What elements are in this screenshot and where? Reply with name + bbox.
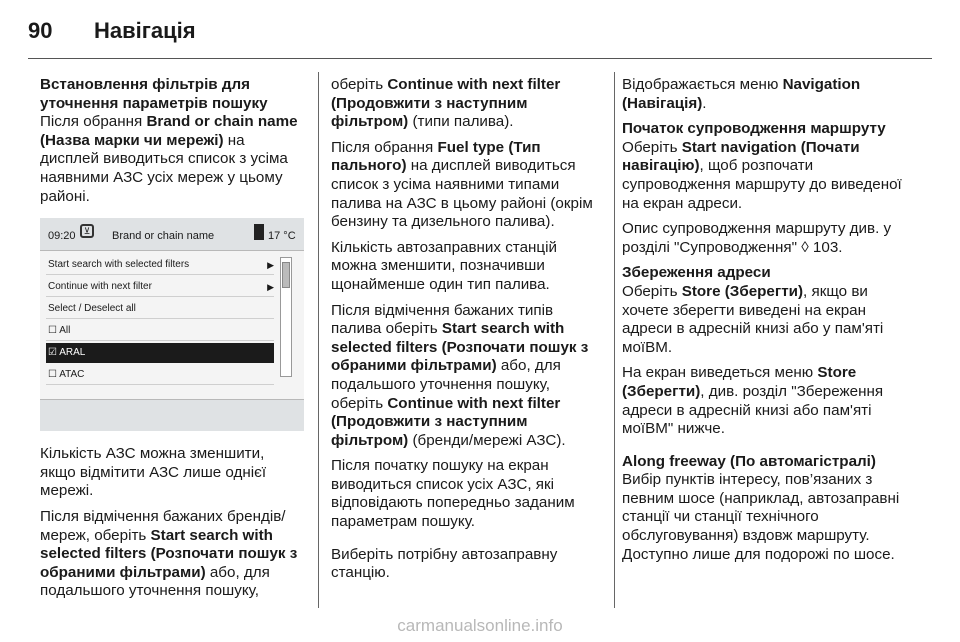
chevron-right-icon: ▶ xyxy=(267,282,274,293)
paragraph: Після відмічення бажаних типів палива оберіть Start search with selected filters (Розпочати пошук з обраними фільтрами) або, для подальшого уточнення пошуку, оберіть Continue with next filter (Продовжити з наступним фільтром) (бренди/мережі АЗС). xyxy=(331,301,589,449)
menu-term: Brand or chain name (Назва марки чи мережі) xyxy=(40,113,298,149)
screenshot-status-bar xyxy=(40,218,304,250)
filter-icon: ⊻ xyxy=(80,224,94,238)
column-2 xyxy=(331,76,603,590)
column-divider xyxy=(318,72,319,608)
menu-term: Store (Зберегти) xyxy=(622,364,857,400)
paragraph: Після обрання Fuel type (Тип пального) на дисплей виводиться список з усіма наявними типами палива на АЗС в цьому районі (окрім бензину та дизельного палива). xyxy=(331,138,593,231)
list-item: ☐ All xyxy=(46,321,274,341)
menu-term: Start search with selected filters (Розпочати пошук з обраними фільтрами) xyxy=(331,320,589,375)
header-divider xyxy=(28,58,932,59)
paragraph: Оберіть Start navigation (Почати навігацію), щоб розпочати супроводження маршруту до виведеної на екран адреси. xyxy=(622,138,902,212)
paragraph: Виберіть потрібну автозаправну станцію. xyxy=(331,545,558,582)
screenshot-list xyxy=(40,250,304,400)
screenshot-temp: 17 °C xyxy=(268,230,296,243)
section-heading-start-navigation: Початок супроводження маршруту xyxy=(622,120,886,138)
paragraph: Оберіть Store (Зберегти), якщо ви хочете зберегти виведені на екран адреси в адресній книзі або у пам'яті моїВМ. xyxy=(622,282,884,356)
menu-term: Start navigation (Почати навігацію) xyxy=(622,138,860,175)
paragraph: Відображається меню Navigation (Навігація). xyxy=(622,76,861,112)
column-divider xyxy=(614,72,615,608)
section-heading-filters: Встановлення фільтрів для уточнення параметрів пошуку xyxy=(40,76,268,112)
column-3 xyxy=(622,76,912,571)
screenshot-brand-list xyxy=(40,218,304,431)
paragraph: На екран виведеться меню Store (Зберегти), див. розділ "Збереження адреси в адресній книзі або пам'яті моїВМ" нижче. xyxy=(622,364,884,438)
page-number: 90 xyxy=(28,18,53,43)
screenshot-scrollbar xyxy=(280,257,292,377)
paragraph: Опис супроводження маршруту див. у розділі "Супроводження" ◊ 103. xyxy=(622,220,892,256)
paragraph: Вибір пунктів інтересу, пов’язаних з певним шосе (наприклад, автозаправні станції чи станції технічного обслуговування) вздовж маршруту. Доступно лише для подорожі по шосе. xyxy=(622,471,900,563)
list-item: Continue with next filter ▶ xyxy=(46,277,274,297)
list-item-selected: ☑ ARAL xyxy=(46,343,274,363)
section-heading-along-freeway: Along freeway (По автомагістралі) xyxy=(622,452,876,470)
paragraph: Після обрання Brand or chain name (Назва марки чи мережі) на дисплей виводиться список з усіма наявними АЗС усіх мереж у цьому районі. xyxy=(40,113,298,205)
chevron-right-icon: ▶ xyxy=(267,260,274,271)
section-heading-store-address: Збереження адреси xyxy=(622,264,771,282)
paragraph: Після початку пошуку на екран виводиться список усіх АЗС, які відповідають попередньо заданим параметрам пошуку. xyxy=(331,457,575,531)
screenshot-title: Brand or chain name xyxy=(112,230,215,243)
screenshot-time: 09:20 xyxy=(48,230,76,243)
paragraph: оберіть Continue with next filter (Продовжити з наступним фільтром) (типи палива). xyxy=(331,76,561,131)
scrollbar-thumb xyxy=(282,262,290,288)
column-1 xyxy=(40,76,304,608)
list-item: ☐ ATAC xyxy=(46,365,274,385)
menu-term: Fuel type (Тип пального) xyxy=(331,138,541,175)
paragraph: Кількість автозаправних станцій можна зменшити, позначивши щонайменше один тип палива. xyxy=(331,238,557,293)
menu-term: Continue with next filter (Продовжити з наступним фільтром) xyxy=(331,394,561,449)
list-item: Select / Deselect all xyxy=(46,299,274,319)
page-title: Навігація xyxy=(94,18,196,43)
menu-term: Store (Зберегти) xyxy=(681,282,804,300)
menu-term: Continue with next filter (Продовжити з наступним фільтром) xyxy=(331,76,561,131)
menu-term: Navigation (Навігація) xyxy=(622,76,861,112)
paragraph: Після відмічення бажаних брендів/ мереж, оберіть Start search with selected filters (Розпочати пошук з обраними фільтрами) або, для подальшого уточнення пошуку, xyxy=(40,507,298,600)
fuel-gauge-icon xyxy=(254,224,264,240)
watermark: carmanualsonline.info xyxy=(397,616,563,635)
menu-term: Start search with selected filters (Розпочати пошук з обраними фільтрами) xyxy=(40,526,298,581)
paragraph: Кількість АЗС можна зменшити, якщо відмітити АЗС лише однієї мережі. xyxy=(40,445,267,500)
list-item: Start search with selected filters ▶ xyxy=(46,255,274,275)
